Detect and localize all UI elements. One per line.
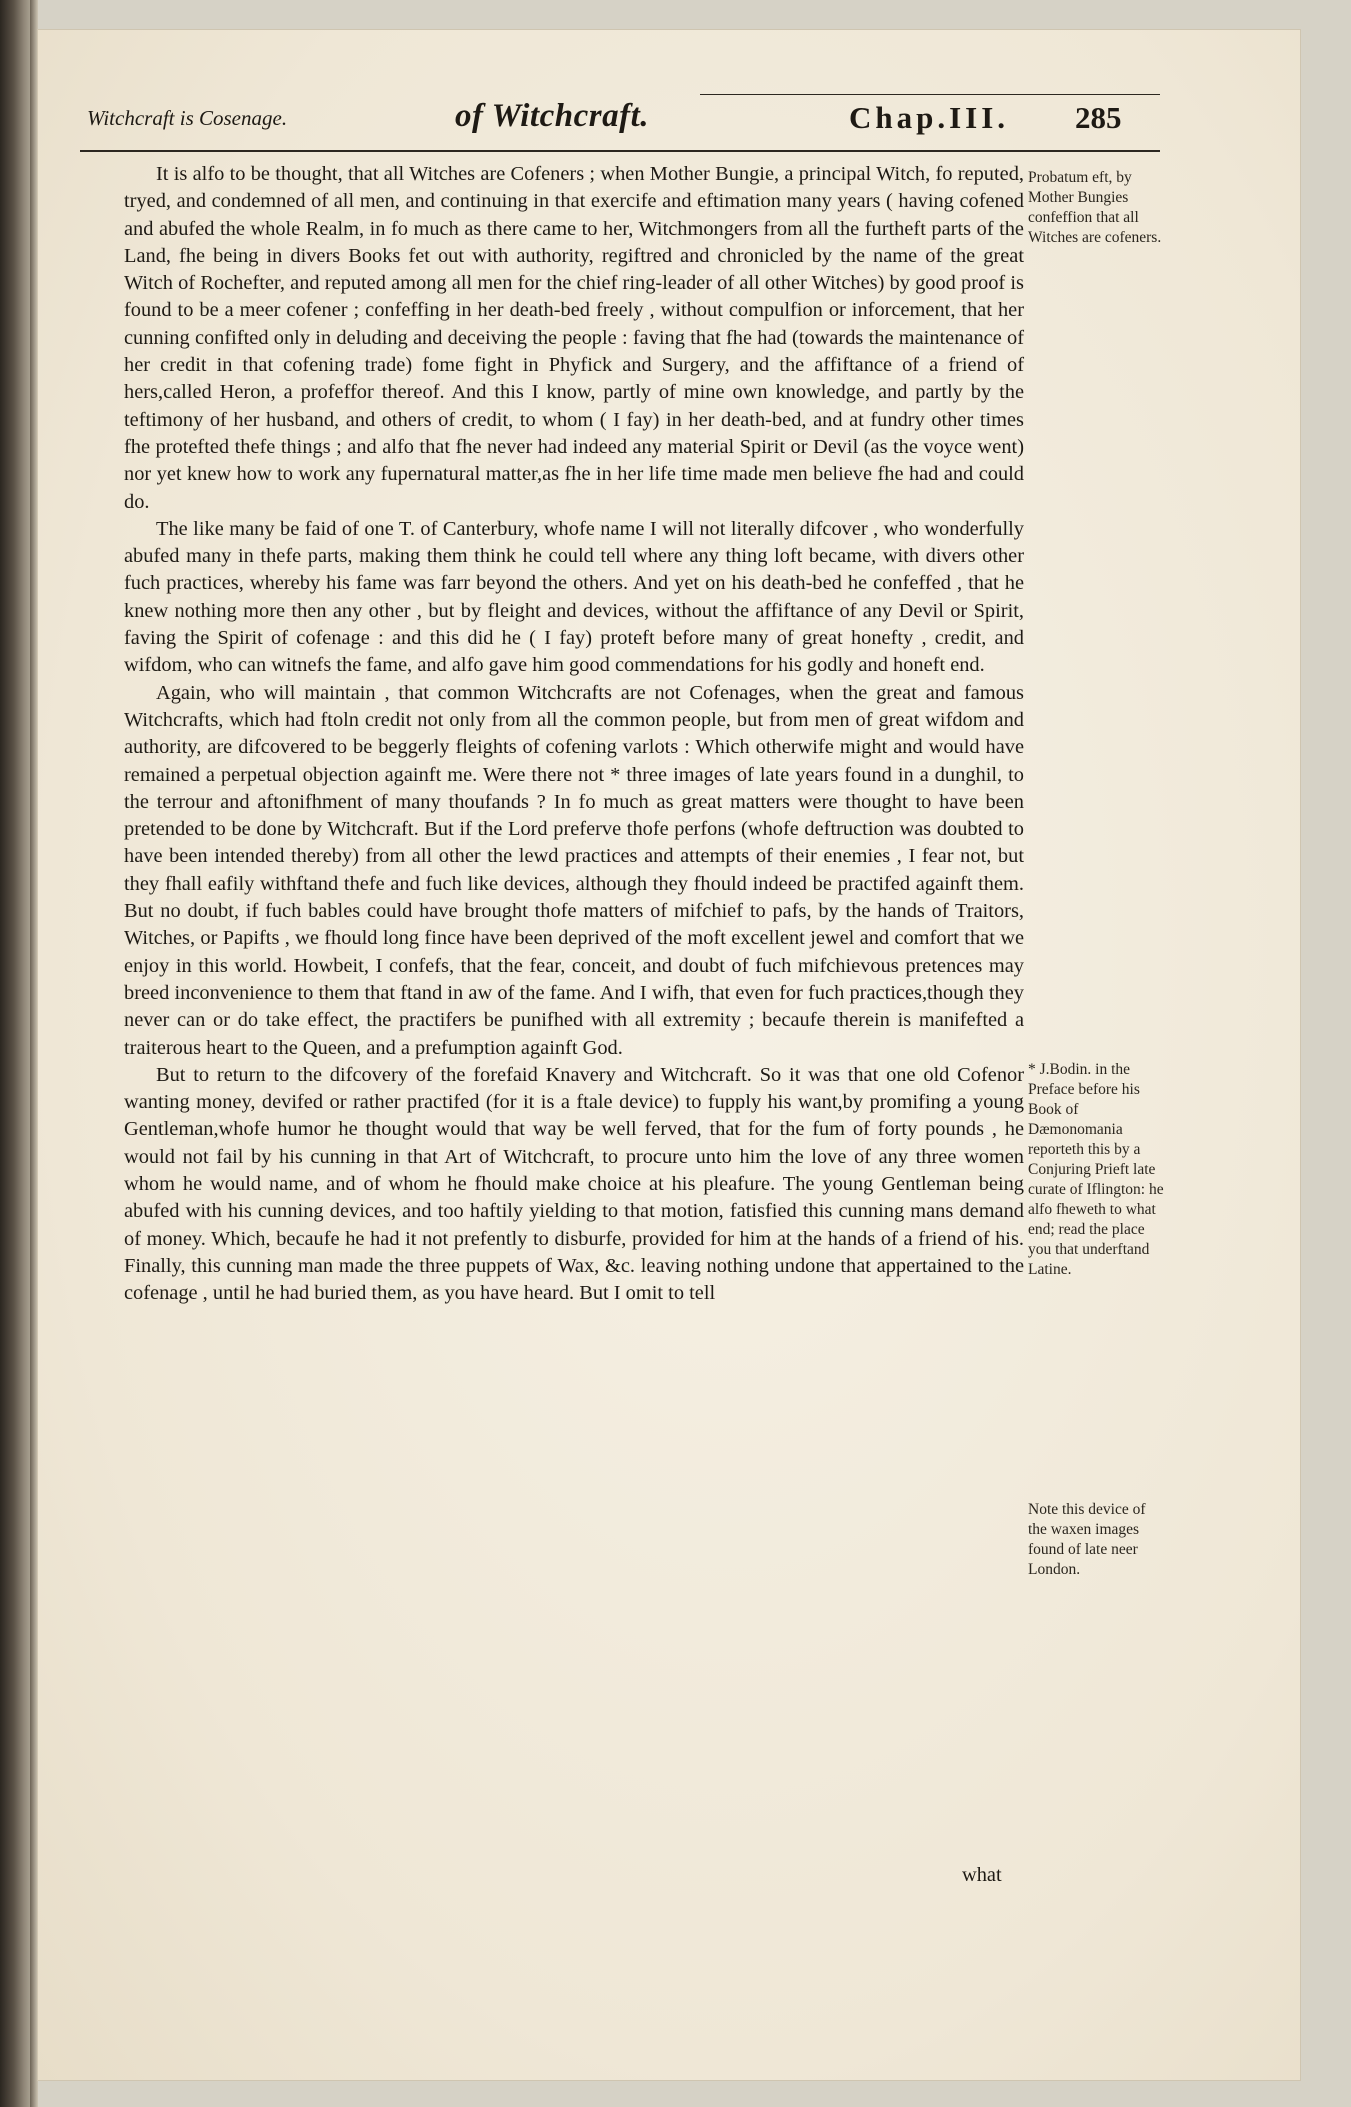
body-text: [124, 161, 1024, 1307]
running-title-center: of Witchcraft.: [455, 98, 649, 134]
page-header: [87, 96, 1167, 148]
book-spine: [0, 0, 34, 2107]
side-note-2: * J.Bodin. in the Preface before his Book of Dæmonomania reporteth this by a Conjuring Prieft late curate of Iflington: he alfo fheweth to what end; read the place you that underftand Latine.: [1028, 1061, 1164, 1278]
paragraph-2: The like many be faid of one T. of Canterbury, whofe name I will not literally difcover , who wonderfully abufed many in thefe parts, making them think he could tell where any thing loft became, with divers other fuch practices, whereby his fame was farr beyond the others. And yet on his death-bed he confeffed , that he knew nothing more then any other , but by fleight and devices, without the affiftance of any Devil or Spirit, faving the Spirit of cofenage : and this did he ( I fay) proteft before many of great honefty , credit, and wifdom, who can witnefs the fame, and alfo gave him good commendations for his godly and honeft end.: [124, 517, 1024, 677]
header-top-rule: [700, 94, 1160, 95]
page-number: 285: [1075, 100, 1122, 135]
chapter-label: Chap.III.: [849, 100, 1010, 135]
side-note-3: Note this device of the waxen images found of late neer London.: [1028, 1501, 1146, 1578]
spine-edge: [30, 0, 38, 2107]
header-rule: [80, 150, 1160, 152]
running-title-left: Witchcraft is Cosenage.: [87, 106, 288, 130]
paragraph-1: It is alfo to be thought, that all Witches are Cofeners ; when Mother Bungie, a principal Witch, fo reputed, tryed, and condemned of all men, and continuing in that exercife and eftimation many years ( having cofened and abufed the whole Realm, in fo much as there came to her, Witchmongers from all the furtheft parts of the Land, fhe being in divers Books fet out with authority, regiftred and chronicled by the name of the great Witch of Rochefter, and reputed among all men for the chief ring-leader of all other Witches) by good proof is found to be a meer cofener ; confeffing in her death-bed freely , without compulfion or inforcement, that her cunning confifted only in deluding and deceiving the people : faving that fhe had (towards the maintenance of her credit in that cofening trade) fome fight in Phyfick and Surgery, and the affiftance of a friend of hers,called Heron, a profeffor thereof. And this I know, partly of mine own knowledge, and partly by the teftimony of her husband, and others of credit, to whom ( I fay) in her death-bed, and at fundry other times fhe protefted thefe things ; and alfo that fhe never had indeed any material Spirit or Devil (as the voyce went) nor yet knew how to work any fupernatural matter,as fhe in her life time made men believe fhe had and could do.: [124, 163, 1024, 513]
side-note-1: Probatum eft, by Mother Bungies confeffion that all Witches are cofeners.: [1028, 169, 1162, 246]
paragraph-3: Again, who will maintain , that common Witchcrafts are not Cofenages, when the great and famous Witchcrafts, which had ftoln credit not only from all the common people, but from men of great wifdom and authority, are difcovered to be beggerly fleights of cofening varlots : Which otherwife might and would have remained a perpetual objection againft me. Were there not * three images of late years found in a dunghil, to the terrour and aftonifhment of many thoufands ? In fo much as great matters were thought to have been pretended to be done by Witchcraft. But if the Lord preferve thofe perfons (whofe deftruction was doubted to have been intended thereby) from all other the lewd practices and attempts of their enemies , I fear not, but they fhall eafily withftand thefe and fuch like devices, although they fhould indeed be practifed againft them. But no doubt, if fuch bables could have brought thofe matters of mifchief to pafs, by the hands of Traitors, Witches, or Papifts , we fhould long fince have been deprived of the moft excellent jewel and comfort that we enjoy in this world. Howbeit, I confefs, that the fear, conceit, and doubt of fuch mifchievous pretences may breed inconvenience to them that ftand in aw of the fame. And I wifh, that even for fuch practices,though they never can or do take effect, the practifers be punifhed with all extremity ; becaufe therein is manifefted a traiterous heart to the Queen, and a prefumption againft God.: [124, 681, 1024, 1059]
paragraph-4: But to return to the difcovery of the forefaid Knavery and Witchcraft. So it was that one old Cofenor wanting money, devifed or rather practifed (for it is a ftale device) to fupply his want,by promifing a young Gentleman,whofe humor he thought would that way be well ferved, that for the fum of forty pounds , he would not fail by his cunning in that Art of Witchcraft, to procure unto him the love of any three women whom he would name, and of whom he fhould make choice at his pleafure. The young Gentleman being abufed with his cunning devices, and too haftily yielding to that motion, fatisfied this cunning mans demand of money. Which, becaufe he had it not prefently to disburfe, provided for him at the hands of a friend of his. Finally, this cunning man made the three puppets of Wax, &c. leaving nothing undone that appertained to the cofenage , until he had buried them, as you have heard. But I omit to tell: [124, 1063, 1024, 1305]
catchword: what: [962, 1864, 1002, 1886]
